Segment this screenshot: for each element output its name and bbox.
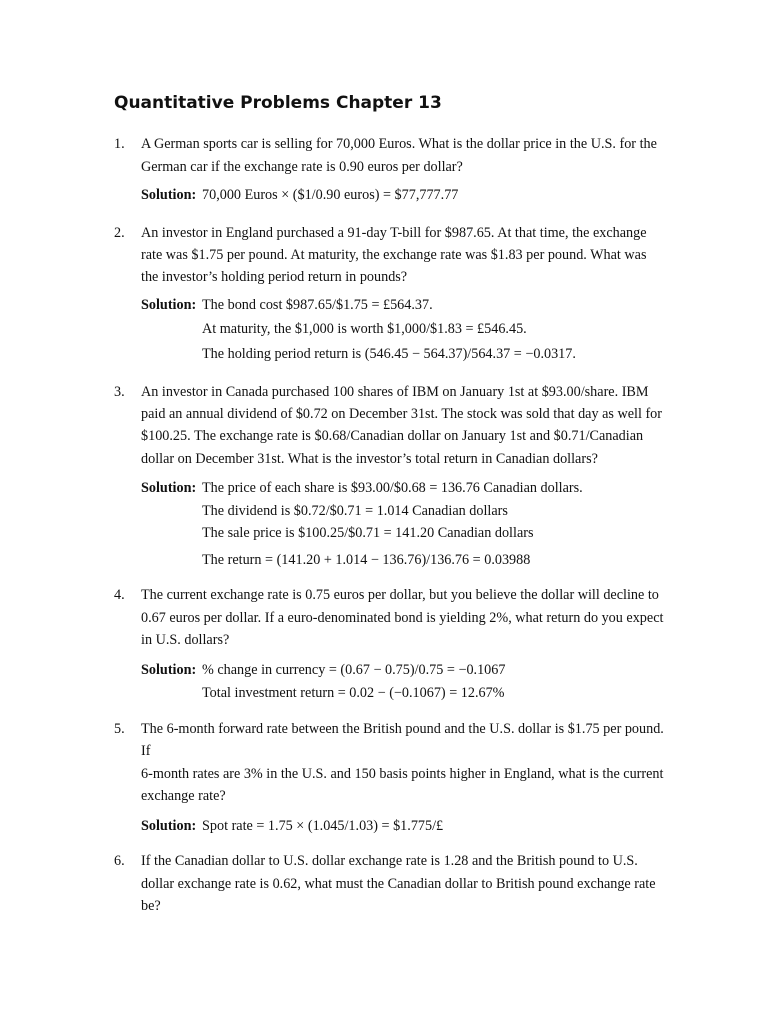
question-line: The current exchange rate is 0.75 euros per dollar, but you believe the dollar will decline to <box>141 587 659 603</box>
solution-line: The dividend is $0.72/$0.71 = 1.014 Canadian dollars <box>202 503 508 519</box>
problem-number: 5. <box>114 721 125 737</box>
problem-number: 3. <box>114 384 125 400</box>
problem-number: 1. <box>114 136 125 152</box>
solution-label: Solution: <box>141 297 197 313</box>
question-line: If <box>141 743 151 759</box>
solution-label: Solution: <box>141 662 197 678</box>
question-line: A German sports car is selling for 70,000 Euros. What is the dollar price in the U.S. for the <box>141 136 657 152</box>
solution-line: Total investment return = 0.02 − (−0.1067) = 12.67% <box>202 685 505 701</box>
problem-number: 6. <box>114 853 125 869</box>
question-line: 0.67 euros per dollar. If a euro-denominated bond is yielding 2%, what return do you expect <box>141 610 664 626</box>
solution-line: The price of each share is $93.00/$0.68 = 136.76 Canadian dollars. <box>202 480 583 496</box>
question-line: in U.S. dollars? <box>141 632 230 648</box>
page-title: Quantitative Problems Chapter 13 <box>114 93 442 113</box>
question-line: be? <box>141 898 161 914</box>
solution-label: Solution: <box>141 187 197 203</box>
question-line: $100.25. The exchange rate is $0.68/Canadian dollar on January 1st and $0.71/Canadian <box>141 428 644 444</box>
question-line: An investor in England purchased a 91-day T-bill for $987.65. At that time, the exchange <box>141 225 647 241</box>
question-line: the investor’s holding period return in pounds? <box>141 269 408 285</box>
question-line: An investor in Canada purchased 100 shares of IBM on January 1st at $93.00/share. IBM <box>141 384 649 400</box>
solution-line: The holding period return is (546.45 − 564.37)/564.37 = −0.0317. <box>202 346 576 362</box>
solution-label: Solution: <box>141 818 197 834</box>
question-line: paid an annual dividend of $0.72 on December 31st. The stock was sold that day as well for <box>141 406 663 422</box>
question-line: dollar on December 31st. What is the investor’s total return in Canadian dollars? <box>141 451 598 467</box>
question-line: German car if the exchange rate is 0.90 euros per dollar? <box>141 159 463 175</box>
solution-line: 70,000 Euros × ($1/0.90 euros) = $77,777.77 <box>202 187 459 203</box>
solution-line: At maturity, the $1,000 is worth $1,000/$1.83 = £546.45. <box>202 321 527 337</box>
question-line: exchange rate? <box>141 788 226 804</box>
solution-line: % change in currency = (0.67 − 0.75)/0.75 = −0.1067 <box>202 662 506 678</box>
solution-line: Spot rate = 1.75 × (1.045/1.03) = $1.775/£ <box>202 818 444 834</box>
problem-number: 2. <box>114 225 125 241</box>
question-line: The 6-month forward rate between the British pound and the U.S. dollar is $1.75 per pound. <box>141 721 664 737</box>
solution-label: Solution: <box>141 480 197 496</box>
question-line: rate was $1.75 per pound. At maturity, the exchange rate was $1.83 per pound. What was <box>141 247 647 263</box>
solution-line: The return = (141.20 + 1.014 − 136.76)/136.76 = 0.03988 <box>202 552 531 568</box>
question-line: If the Canadian dollar to U.S. dollar exchange rate is 1.28 and the British pound to U.S. <box>141 853 638 869</box>
question-line: 6-month rates are 3% in the U.S. and 150 basis points higher in England, what is the current <box>141 766 664 782</box>
solution-line: The sale price is $100.25/$0.71 = 141.20 Canadian dollars <box>202 525 534 541</box>
solution-line: The bond cost $987.65/$1.75 = £564.37. <box>202 297 433 313</box>
question-line: dollar exchange rate is 0.62, what must the Canadian dollar to British pound exchange rate <box>141 876 656 892</box>
problem-number: 4. <box>114 587 125 603</box>
